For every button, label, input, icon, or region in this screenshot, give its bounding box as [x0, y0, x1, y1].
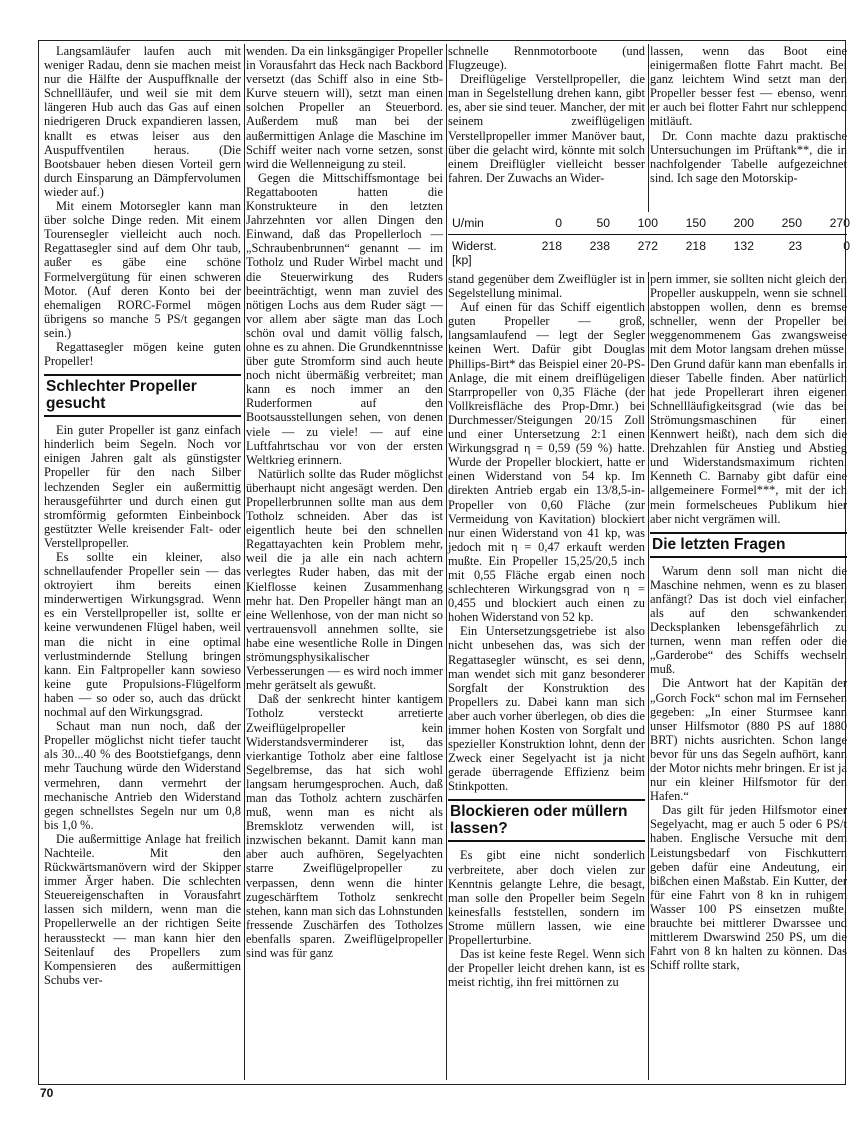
paragraph: Das gilt für jeden Hilfsmotor einer Segelyacht, mag er auch 5 oder 6 PS/t haben. Englische Versuche mit dem Leistungsbedarf von Fischkuttern geben dafür eine Andeutung, ein bißchen einen Maßstab. Ein Kutter, der für eine Fahrt von 8 kn in ruhigem Wasser 100 PS einsetzen mußte, brauchte bei mittlerer Dwarssee und mittlerem Dwarswind 250 PS, um die Fahrt von 8 kn halten zu können. Das Schiff rollte stark, — [650, 803, 847, 973]
paragraph: Ein Untersetzungsgetriebe ist also nicht unbesehen das, was sich der Regattasegler wünscht, es sei denn, man wendet sich mit ganz besonderer Sorgfalt der Konstruktion des Propellers zu. Dabei kann man sich aber auch vorher überlegen, ob dies die immer hohen Kosten von Sorgfalt und spezieller Konstruktion lohnt, denn der Zweck einer Segelyacht ist ja nicht gerade überragende Effizienz beim Stinkpotten. — [448, 624, 645, 794]
table-cell: 218 — [541, 239, 562, 253]
column-3-bottom — [448, 272, 645, 989]
paragraph: Die Antwort hat der Kapitän der „Gorch Fock“ schon mal im Fernsehen gegeben: „In einer Sturmsee kann unser Hilfsmotor (880 PS auf 1880 BRT) nichts ausrichten. Schon lange bevor für uns das Segeln aufhört, kann der Motor nichts mehr bringen. Er ist ja nur ein kleiner Hilfsmotor für den Hafen.“ — [650, 676, 847, 804]
column-2 — [246, 44, 443, 960]
section-heading: Blockieren oder müllern lassen? — [450, 803, 628, 838]
section-heading-box — [650, 532, 847, 558]
table-row-rpm — [448, 212, 850, 235]
column-1 — [44, 44, 241, 987]
section-heading-box — [44, 374, 241, 417]
table-cell: 250 — [781, 216, 802, 230]
column-rule — [648, 44, 649, 212]
table-cell: 23 — [788, 239, 802, 253]
paragraph: Daß der senkrecht hinter kantigem Totholz versteckt arretierte Zweiflügelpropeller kein Widerstandsverminderer ist, das vierkantige Totholz aber eine faltlose Segelbremse, das hat sich wohl langsam herumgesprochen. Auch, daß man das Totholz achtern zuschärfen muß, wenn man es nicht als Bremsklotz verwenden will, ist inzwischen bekannt. Damit kann man aber auch aufhören, Segelyachten starre Zweiflügelpropeller zu verpassen, denn wenn die hinter zugeschärftem Totholz senkrecht stehen, kann man sich das Lohnstunden fressende Zuschärfen des Totholzes ebenfalls sparen. Zweiflügelpropeller sind was für ganz — [246, 692, 443, 960]
paragraph: Ein guter Propeller ist ganz einfach hinderlich beim Segeln. Noch vor einigen Jahren galt als günstigster Propeller für den nach Silber lechzenden Segler ein außermittig herausgeführter und durch einen gut stromförmig geformten Einbeinbock gestützter Welle kreisender Falt- oder Verstellpropeller. — [44, 423, 241, 550]
table-cell: 50 — [596, 216, 610, 230]
paragraph: Langsamläufer laufen auch mit weniger Radau, denn sie machen meist nur die Hälfte der Auspuffknalle der Schnellläufer, und weil sie mit dem längeren Hub auch das Gas auf einen niedrigeren Druck expandieren lassen, knallt es etwas leiser aus den Auspuffventilen heraus. (Die Bootsbauer heben diesen Vorteil gern durch Einsparung an Dämpfervolumen wieder auf.) — [44, 44, 241, 199]
paragraph: stand gegenüber dem Zweiflügler ist in Segelstellung minimal. — [448, 272, 645, 301]
table-cell: 150 — [685, 216, 706, 230]
column-4-top — [650, 44, 847, 185]
paragraph: Gegen die Mittschiffsmontage bei Regattabooten hatten die Konstrukteure in den letzten Jahrzehnten vor allen Dingen den Einwand, daß das Propellerloch — „Schraubenbrunnen“ genannt — im Totholz und Ruder Wirbel macht und die Steuerwirkung des Ruders beeinträchtigt, wenn man zuviel des nötigen Lochs aus dem Ruder sägt — vor allem aber sägte man das Loch schön oval und damit völlig falsch, ohne es zu ahnen. Die Grundkenntnisse über gute Stromform sind auch heute noch nicht übermäßig verbreitet; man kann es noch immer an den Ruderformen auf den Bootsausstellungen sehen, von denen viele — zu viele! — auf eine Luftfahrtschau vor von der ersten Weltkrieg erinnern. — [246, 170, 443, 467]
column-rule — [446, 44, 447, 1080]
paragraph: Es sollte ein kleiner, also schnellaufender Propeller sein — das oktroyiert ihm bereits einen minderwertigen Wirkungsgrad. Wenn es ein Verstellpropeller ist, sollte er keine verwundenen Flügel haben, weil man die nicht in eine optimal verlustmindernde Stellung bringen kann. Ein Faltpropeller kann sowieso keine gute Propulsions-Flügelform haben — so oder so, auch das drückt nochmal auf den Wirkungsgrad. — [44, 550, 241, 720]
rpm-resistance-table — [448, 212, 850, 269]
paragraph: wenden. Da ein linksgängiger Propeller in Vorausfahrt das Heck nach Backbord versetzt (das Schiff also in eine Stb-Kurve steuern will), setzt man einen solchen Propeller an Steuerbord. Außerdem muß man bei der außermittigen Anlage die Maschine im Schiff weiter nach vorne setzen, sonst wird die Wellenneigung zu steil. — [246, 44, 443, 171]
table-cell: 272 — [637, 239, 658, 253]
paragraph: Die außermittige Anlage hat freilich Nachteile. Mit den Rückwärtsmanövern wird der Skipper immer Ärger haben. Die schlechten Steuereigenschaften in Vorausfahrt lassen sich mildern, wenn man die Propellerwelle an der richtigen Seite heraussteckt — man kann hier den Seitenlauf des Propellers zum Kompensieren des außermittigen Schubs ver- — [44, 831, 241, 987]
table-cell: 218 — [685, 239, 706, 253]
table-cell: 0 — [555, 216, 562, 230]
paragraph: schnelle Rennmotorboote (und Flugzeuge). — [448, 44, 645, 73]
table-cell: 270 — [829, 216, 850, 230]
paragraph: Auf einen für das Schiff eigentlich guten Propeller — groß, langsamlaufend — legt der Segler keinen Wert. Dafür gibt Douglas Phillips-Birt* das Beispiel einer 20-PS-Anlage, die mit einem dreiflügeligen Starrpropeller von 0,35 Fläche (der Vollkreisfläche des Prop-Dmr.) bei Durchmesser/Steigungen 20/15 Zoll und einer Untersetzung 2:1 einen Wirkungsgrad η = 0,59 (59 %) hatte. Wurde der Propeller blockiert, hatte er einen Widerstand von 54 kp. Im direkten Antrieb ergab ein 13/8,5-in-Propeller von 0,60 Fläche (zur Vermeidung von Kavitation) blockiert nur einen Widerstand von 41 kp, was jedoch mit η = 0,47 erkauft werden mußte. Ein Propeller 15,25/20,5 inch mit 0,55 Fläche ergab einen noch schlechteren Wirkungsgrad von η = 0,455 und blockiert auch einen zu hohen Widerstand von 52 kp. — [448, 300, 645, 625]
table-row-resistance — [448, 235, 850, 269]
column-rule — [244, 44, 245, 1080]
table-row-label-text: Widerst. — [452, 239, 497, 253]
paragraph: Dr. Conn machte dazu praktische Untersuchungen im Prüftank**, die in nachfolgender Tabelle aufgezeichnet sind. Ich sage den Motorskip- — [650, 128, 847, 185]
table-cell: 132 — [733, 239, 754, 253]
page-number: 70 — [40, 1086, 54, 1100]
table-cell: 238 — [589, 239, 610, 253]
paragraph: Regattasegler mögen keine guten Propeller! — [44, 339, 241, 369]
table-cell: 200 — [733, 216, 754, 230]
column-rule — [648, 272, 649, 1080]
paragraph: pern immer, sie sollten nicht gleich den Propeller auskuppeln, wenn sie schnell abstoppen wollen, denn es bremse schneller, wenn der Propeller bei weggenommenem Gas zwangsweise mit dem Motor langsam drehen müsse. Den Grund dafür kann man ebenfalls in dieser Tabelle finden. Aber natürlich hat jede Propellerart ihren eigenen Schnellläufigkeitsgrad (wie das bei Strömungsmaschinen für einen Kennwert heißt), nach dem sich die Drehzahlen für Anstieg und Abstieg und Widerstandsmaximum richten. Kenneth C. Barnaby gibt dafür eine allgemeinere Formel***, mit der ich mein formelscheues Publikum hier aber nicht vergrämen will. — [650, 272, 847, 526]
section-heading: Schlechter Propeller gesucht — [46, 378, 197, 413]
table-row-label: U/min — [452, 216, 484, 230]
paragraph: Das ist keine feste Regel. Wenn sich der Propeller leicht drehen kann, ist es meist richtig, ihn frei mittörnen zu — [448, 947, 645, 990]
paragraph: Natürlich sollte das Ruder möglichst überhaupt nicht angesägt werden. Den Propellerbrunnen sollte man aus dem Totholz schneiden. Aber das ist eigentlich heute bei den schnellen Regattayachten kein Problem mehr, weil die ja alle ein nach achtern verlegtes Ruder haben, das mit der Kielflosse keinen Zusammenhang mehr hat. Den Propeller hängt man an eine Wellenhose, von der man nicht so vertrauensvoll annehmen sollte, sie habe eine wesentliche Rolle in Dingen strömungsphysikalischer Verbesserungen — es wird noch immer mehr gerätselt als gewußt. — [246, 466, 443, 693]
column-4-bottom — [650, 272, 847, 972]
paragraph: Schaut man nun noch, daß der Propeller möglichst nicht tiefer taucht als 30...40 % des Bootstiefgangs, denn mehr Tauchung würde den Widerstand vermehren, dann vermehrt der mechanische Antrieb den Widerstand gegen schnellstes Segeln nur um 0,8 bis 1,0 %. — [44, 719, 241, 832]
paragraph: lassen, wenn das Boot eine einigermaßen flotte Fahrt macht. Bei ganz leichtem Wind setzt man den Propeller besser fest — ebenso, wenn er auch bei flotter Fahrt nur schleppend mitläuft. — [650, 44, 847, 129]
column-3-top — [448, 44, 645, 185]
paragraph: Es gibt eine nicht sonderlich verbreitete, aber doch vielen zur Kenntnis gelangte Lehre, die besagt, man solle den Propeller beim Segeln keinesfalls feststellen, sondern im Strome müllern lassen, wie eine Propellerturbine. — [448, 848, 645, 948]
table-row-label — [452, 239, 514, 267]
paragraph: Mit einem Motorsegler kann man über solche Dinge reden. Mit einem Tourensegler vielleicht auch noch. Regattasegler sind auf dem Ohr taub, außer es gäbe eine schöne Formelvergütung für einen schweren Motor. (Auf deren Konto bei der ehemaligen RORC-Formel mögen übrigens so manche 5 PS/t gegangen sein.) — [44, 199, 241, 340]
table-row-unit: [kp] — [452, 253, 472, 267]
paragraph: Dreiflügelige Verstellpropeller, die man in Segelstellung drehen kann, gibt es, aber sie sind teuer. Mancher, der mit seinem zweiflügeligen Verstellpropeller immer Manöver baut, über die gelacht wird, könnte mit solch einem Dreiflügler vielleicht besser fahren. Der Zuwachs an Wider- — [448, 72, 645, 185]
table-cell: 100 — [637, 216, 658, 230]
paragraph: Warum denn soll man nicht die Maschine nehmen, wenn es zu blasen anfängt? Das ist doch viel einfacher, als auf den schwankenden Decksplanken lebensgefährlich zu turnen, wenn man reffen oder die „Garderobe“ des Schiffs wechseln muß. — [650, 563, 847, 677]
table-cell: 0 — [843, 239, 850, 253]
section-heading: Die letzten Fragen — [652, 535, 786, 553]
section-heading-box — [448, 799, 645, 842]
